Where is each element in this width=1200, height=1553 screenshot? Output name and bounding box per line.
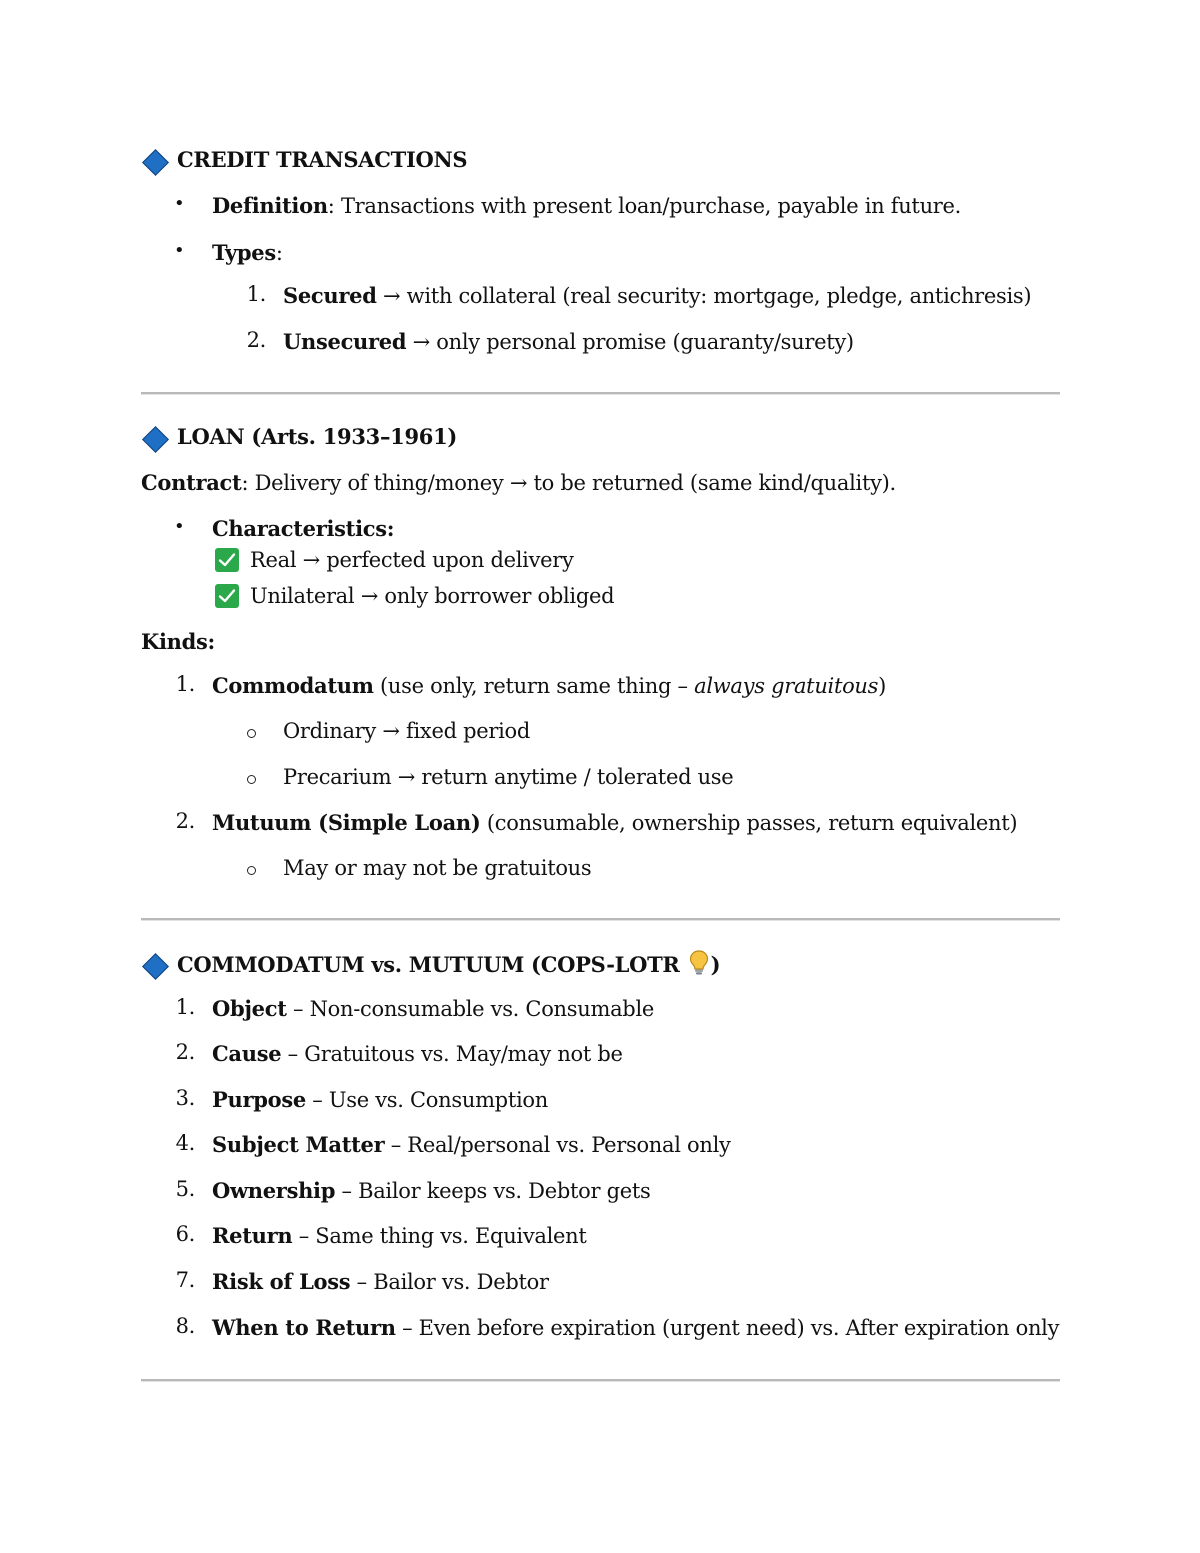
list-number: 3. [175, 1086, 195, 1110]
characteristics-label: Characteristics: [212, 516, 395, 541]
bullet-icon: • [174, 240, 185, 261]
list-number: 5. [175, 1177, 195, 1201]
characteristic-item: Real → perfected upon delivery [250, 548, 574, 572]
horizontal-rule [141, 1379, 1060, 1381]
light-bulb-icon [689, 950, 709, 983]
comparison-item: Return – Same thing vs. Equivalent [212, 1223, 587, 1248]
list-number: 1. [175, 995, 195, 1019]
contract-line: Contract: Delivery of thing/money → to be returned (same kind/quality). [141, 470, 896, 495]
list-item: Secured → with collateral (real security: mortgage, pledge, antichresis) [283, 283, 1032, 308]
circle-bullet-icon [247, 775, 256, 784]
list-number: 4. [175, 1131, 195, 1155]
horizontal-rule [141, 392, 1060, 394]
check-mark-icon [215, 584, 239, 608]
section-title: CREDIT TRANSACTIONS [177, 147, 468, 172]
circle-bullet-icon [247, 729, 256, 738]
diamond-icon [142, 426, 169, 453]
diamond-icon [142, 149, 169, 176]
kinds-label: Kinds: [141, 629, 215, 654]
list-number: 1. [175, 672, 195, 696]
comparison-item: Cause – Gratuitous vs. May/may not be [212, 1041, 623, 1066]
list-item: Commodatum (use only, return same thing – always gratuitous) [212, 673, 887, 698]
sub-list-item: May or may not be gratuitous [283, 856, 592, 880]
definition-line: Definition: Transactions with present loan/purchase, payable in future. [212, 193, 962, 218]
sub-list-item: Precarium → return anytime / tolerated use [283, 765, 734, 789]
list-number: 7. [175, 1268, 195, 1292]
comparison-item: Subject Matter – Real/personal vs. Personal only [212, 1132, 731, 1157]
check-mark-icon [215, 548, 239, 572]
list-item: Unsecured → only personal promise (guaranty/surety) [283, 329, 854, 354]
comparison-item: Risk of Loss – Bailor vs. Debtor [212, 1269, 549, 1294]
circle-bullet-icon [247, 866, 256, 875]
list-item: Mutuum (Simple Loan) (consumable, ownership passes, return equivalent) [212, 810, 1018, 835]
list-number: 2. [175, 809, 195, 833]
horizontal-rule [141, 918, 1060, 920]
comparison-item: When to Return – Even before expiration (urgent need) vs. After expiration only [212, 1315, 1060, 1340]
comparison-item: Ownership – Bailor keeps vs. Debtor gets [212, 1178, 651, 1203]
section-title: LOAN (Arts. 1933–1961) [177, 424, 458, 449]
list-number: 2. [175, 1040, 195, 1064]
list-number: 6. [175, 1222, 195, 1246]
types-label: Types: [212, 240, 283, 265]
bullet-icon: • [174, 516, 185, 537]
list-number: 8. [175, 1314, 195, 1338]
comparison-item: Object – Non-consumable vs. Consumable [212, 996, 654, 1021]
comparison-item: Purpose – Use vs. Consumption [212, 1087, 548, 1112]
section-title: COMMODATUM vs. MUTUUM (COPS-LOTR ) [177, 950, 720, 983]
sub-list-item: Ordinary → fixed period [283, 719, 530, 743]
list-number: 2. [246, 328, 266, 352]
list-number: 1. [246, 282, 266, 306]
characteristic-item: Unilateral → only borrower obliged [250, 584, 615, 608]
bullet-icon: • [174, 193, 185, 214]
diamond-icon [142, 953, 169, 980]
